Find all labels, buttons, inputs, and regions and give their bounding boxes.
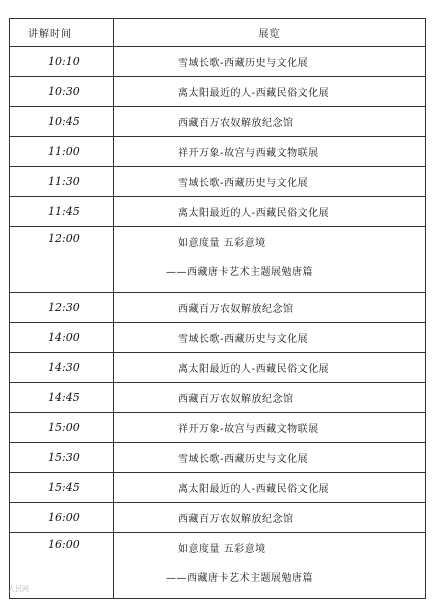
table-row [10,47,426,77]
table-row [10,107,426,137]
table-row [10,227,426,293]
exhibit-title: 如意度量 五彩意境 [178,544,266,555]
table-row [10,167,426,197]
table-row [10,197,426,227]
exhibit-cell [114,533,426,599]
exhibit-subtitle: ——西藏唐卡艺术主题展勉唐篇 [166,573,313,584]
table-row [10,293,426,323]
exhibit-cell: 雪域长歌-西藏历史与文化展 [114,323,426,353]
time-cell: 15:30 [10,443,114,473]
time-cell: 10:10 [10,47,114,77]
time-cell: 16:00 [10,533,114,599]
time-cell: 10:30 [10,77,114,107]
exhibit-cell: 西藏百万农奴解放纪念馆 [114,503,426,533]
table-row [10,323,426,353]
exhibit-cell: 离太阳最近的人-西藏民俗文化展 [114,473,426,503]
exhibit-cell: 雪域长歌-西藏历史与文化展 [114,47,426,77]
time-cell: 14:30 [10,353,114,383]
exhibit-cell [114,227,426,293]
time-cell: 15:00 [10,413,114,443]
time-cell: 12:00 [10,227,114,293]
time-cell: 14:45 [10,383,114,413]
exhibit-cell: 离太阳最近的人-西藏民俗文化展 [114,197,426,227]
exhibit-cell: 离太阳最近的人-西藏民俗文化展 [114,353,426,383]
table-row [10,353,426,383]
exhibit-cell: 祥开万象-故宫与西藏文物联展 [114,137,426,167]
exhibit-subtitle: ——西藏唐卡艺术主题展勉唐篇 [166,267,313,278]
exhibit-cell: 离太阳最近的人-西藏民俗文化展 [114,77,426,107]
exhibit-cell: 雪域长歌-西藏历史与文化展 [114,443,426,473]
watermark-text: 人民网 [8,585,29,593]
time-cell: 16:00 [10,503,114,533]
exhibit-title: 如意度量 五彩意境 [178,238,266,249]
table-row [10,77,426,107]
table-row [10,533,426,599]
schedule-table [9,18,426,599]
table-row [10,413,426,443]
time-cell: 12:30 [10,293,114,323]
time-cell: 14:00 [10,323,114,353]
time-cell: 11:30 [10,167,114,197]
header-row [10,19,426,47]
exhibit-cell: 雪域长歌-西藏历史与文化展 [114,167,426,197]
time-cell: 15:45 [10,473,114,503]
header-time: 讲解时间 [10,19,114,47]
exhibit-cell: 西藏百万农奴解放纪念馆 [114,107,426,137]
time-cell: 11:00 [10,137,114,167]
exhibit-cell: 祥开万象-故宫与西藏文物联展 [114,413,426,443]
table-row [10,383,426,413]
exhibit-cell: 西藏百万农奴解放纪念馆 [114,383,426,413]
table-row [10,473,426,503]
table-row [10,137,426,167]
table-row [10,443,426,473]
schedule-sheet [9,18,425,599]
table-row [10,503,426,533]
exhibit-cell: 西藏百万农奴解放纪念馆 [114,293,426,323]
time-cell: 10:45 [10,107,114,137]
header-exhibit: 展览 [114,19,426,47]
time-cell: 11:45 [10,197,114,227]
